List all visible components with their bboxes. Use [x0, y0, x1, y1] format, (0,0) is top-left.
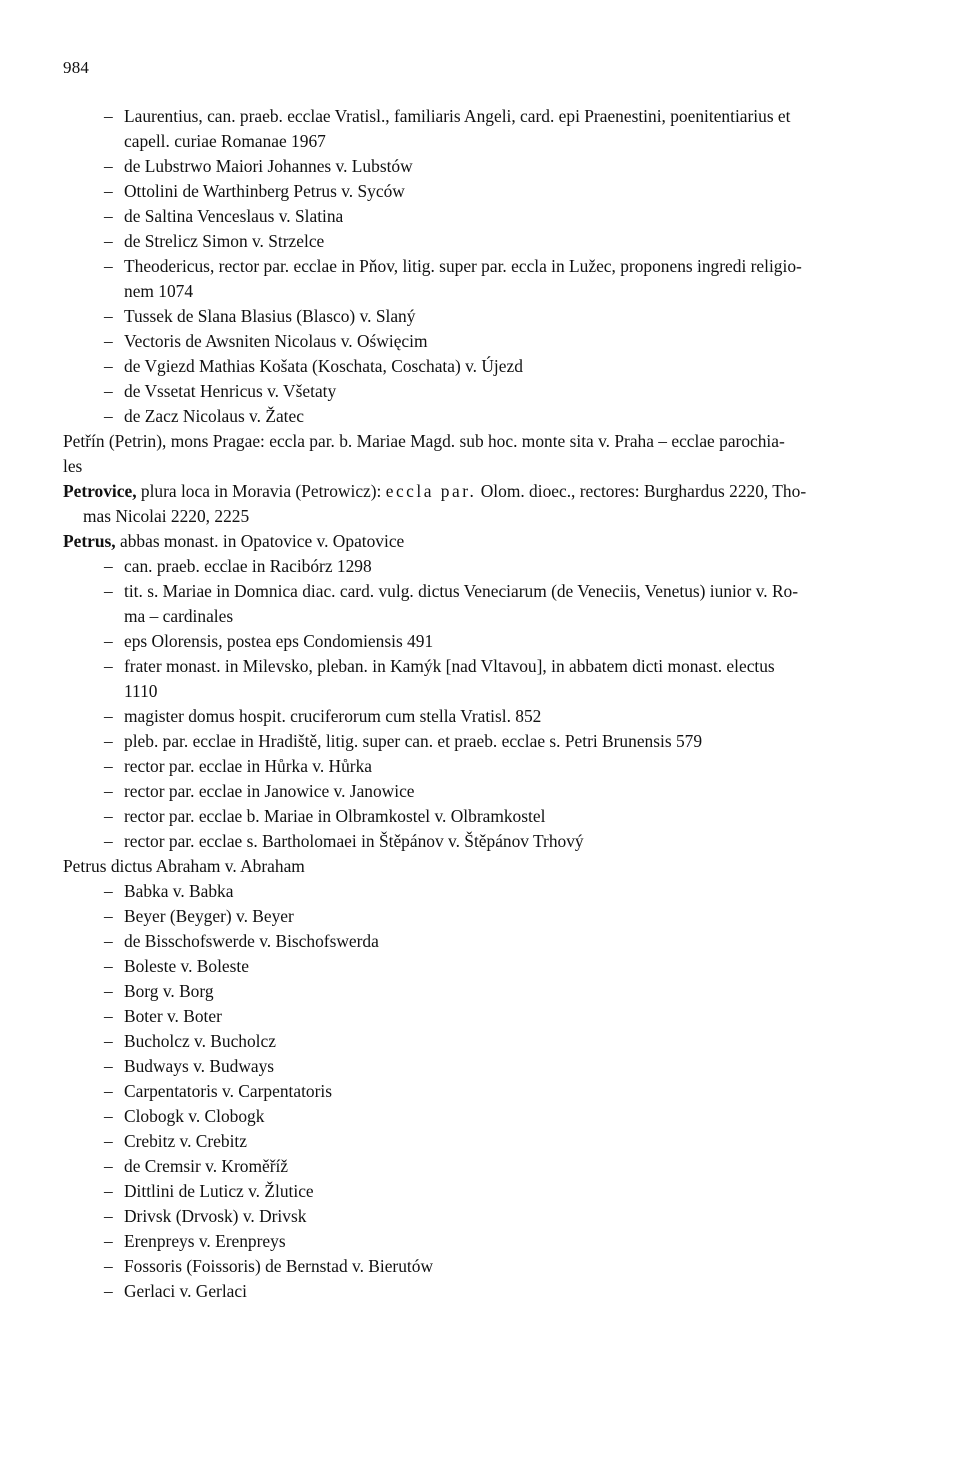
sub-entry-text: de Zacz Nicolaus v. Žatec [124, 406, 304, 426]
sub-entry [63, 1004, 908, 1029]
headword-continuation: les [63, 456, 83, 476]
sub-entry [63, 104, 908, 129]
sub-entry [63, 179, 908, 204]
sub-entry-text: eps Olorensis, postea eps Condomiensis 491 [124, 631, 434, 651]
sub-entry [63, 1154, 908, 1179]
sub-entry [63, 904, 908, 929]
sub-entry [63, 354, 908, 379]
sub-entry-text: Budways v. Budways [124, 1056, 275, 1076]
sub-entry-text: Vectoris de Awsniten Nicolaus v. Oświęcim [124, 331, 428, 351]
sub-entry-text: pleb. par. ecclae in Hradiště, litig. super can. et praeb. ecclae s. Petri Brunensis 579 [124, 731, 703, 751]
sub-entry-text: rector par. ecclae in Janowice v. Janowice [124, 781, 415, 801]
page-number: 984 [63, 58, 90, 77]
headword-tail: Olom. dioec., rectores: Burghardus 2220, Tho- [476, 481, 807, 501]
sub-entry [63, 254, 908, 279]
sub-entry-continuation: ma – cardinales [124, 606, 234, 626]
sub-entry-text: rector par. ecclae s. Bartholomaei in Štěpánov v. Štěpánov Trhový [124, 831, 584, 851]
sub-entry-text: Ottolini de Warthinberg Petrus v. Syców [124, 181, 405, 201]
sub-entry [63, 379, 908, 404]
sub-entry-text: rector par. ecclae b. Mariae in Olbramkostel v. Olbramkostel [124, 806, 546, 826]
headword-text: abbas monast. in Opatovice v. Opatovice [115, 531, 405, 551]
sub-entry [63, 1029, 908, 1054]
headword-text: plura loca in Moravia (Petrowicz): [136, 481, 386, 501]
sub-entry [63, 1179, 908, 1204]
sub-entry-continuation: nem 1074 [124, 281, 194, 301]
sub-entry [63, 579, 908, 604]
spaced-text: eccla par. [385, 481, 477, 501]
sub-entry [63, 204, 908, 229]
sub-entry [63, 1054, 908, 1079]
sub-entry-text: Beyer (Beyger) v. Beyer [124, 906, 294, 926]
sub-entry [63, 1279, 908, 1304]
sub-entry [63, 629, 908, 654]
sub-entry [63, 829, 908, 854]
headword-continuation: mas Nicolai 2220, 2225 [83, 506, 250, 526]
sub-entry-text: rector par. ecclae in Hůrka v. Hůrka [124, 756, 373, 776]
headword-entry [63, 479, 908, 504]
sub-entry-text: de Saltina Venceslaus v. Slatina [124, 206, 344, 226]
sub-entry [63, 779, 908, 804]
sub-entry-text: de Vgiezd Mathias Košata (Koschata, Coschata) v. Újezd [124, 356, 523, 376]
sub-entry-text: tit. s. Mariae in Domnica diac. card. vulg. dictus Veneciarum (de Veneciis, Venetus) iunior v. Ro- [124, 581, 799, 601]
sub-entry [63, 404, 908, 429]
index-entries [63, 104, 908, 1304]
sub-entry-text: Boter v. Boter [124, 1006, 222, 1026]
sub-entry [63, 554, 908, 579]
sub-entry [63, 729, 908, 754]
sub-entry [63, 879, 908, 904]
sub-entry [63, 804, 908, 829]
sub-entry-text: Drivsk (Drvosk) v. Drivsk [124, 1206, 307, 1226]
sub-entry-text: Babka v. Babka [124, 881, 234, 901]
headword: Petrus, [63, 531, 116, 551]
sub-entry [63, 754, 908, 779]
sub-entry-text: Boleste v. Boleste [124, 956, 249, 976]
sub-entry [63, 1254, 908, 1279]
headword-entry [63, 529, 908, 554]
sub-entry [63, 1104, 908, 1129]
sub-entry-text: de Lubstrwo Maiori Johannes v. Lubstów [124, 156, 413, 176]
sub-entry-text: de Strelicz Simon v. Strzelce [124, 231, 325, 251]
headword: Petrovice, [63, 481, 137, 501]
sub-entry-text: Erenpreys v. Erenpreys [124, 1231, 286, 1251]
sub-entry-text: magister domus hospit. cruciferorum cum stella Vratisl. 852 [124, 706, 542, 726]
sub-entry-text: de Vssetat Henricus v. Všetaty [124, 381, 337, 401]
sub-entry-text: Fossoris (Foissoris) de Bernstad v. Bierutów [124, 1256, 433, 1276]
sub-entry-text: Dittlini de Luticz v. Žlutice [124, 1181, 314, 1201]
sub-entry-continuation: 1110 [124, 681, 158, 701]
sub-entry [63, 229, 908, 254]
sub-entry [63, 704, 908, 729]
sub-entry-text: Carpentatoris v. Carpentatoris [124, 1081, 332, 1101]
headword-entry: Petrus dictus Abraham v. Abraham [63, 856, 305, 876]
sub-entry-continuation: capell. curiae Romanae 1967 [124, 131, 326, 151]
sub-entry [63, 1204, 908, 1229]
sub-entry-text: de Bisschofswerde v. Bischofswerda [124, 931, 379, 951]
sub-entry [63, 1079, 908, 1104]
sub-entry-text: Clobogk v. Clobogk [124, 1106, 265, 1126]
sub-entry [63, 304, 908, 329]
sub-entry [63, 654, 908, 679]
sub-entry [63, 954, 908, 979]
headword-entry: Petřín (Petrin), mons Pragae: eccla par. b. Mariae Magd. sub hoc. monte sita v. Praha – ecclae parochia- [63, 431, 785, 451]
sub-entry [63, 329, 908, 354]
sub-entry-text: frater monast. in Milevsko, pleban. in Kamýk [nad Vltavou], in abbatem dicti monast. electus [124, 656, 775, 676]
sub-entry-text: Tussek de Slana Blasius (Blasco) v. Slaný [124, 306, 416, 326]
sub-entry-text: Crebitz v. Crebitz [124, 1131, 247, 1151]
sub-entry-text: can. praeb. ecclae in Racibórz 1298 [124, 556, 372, 576]
sub-entry-text: Bucholcz v. Bucholcz [124, 1031, 276, 1051]
sub-entry-text: Borg v. Borg [124, 981, 214, 1001]
sub-entry-text: Laurentius, can. praeb. ecclae Vratisl., familiaris Angeli, card. epi Praenestini, poenitentiarius et [124, 106, 791, 126]
sub-entry [63, 979, 908, 1004]
sub-entry [63, 154, 908, 179]
sub-entry [63, 1129, 908, 1154]
sub-entry [63, 929, 908, 954]
sub-entry [63, 1229, 908, 1254]
sub-entry-text: de Cremsir v. Kroměříž [124, 1156, 289, 1176]
sub-entry-text: Theodericus, rector par. ecclae in Pňov, litig. super par. eccla in Lužec, proponens ingredi religio- [124, 256, 802, 276]
sub-entry-text: Gerlaci v. Gerlaci [124, 1281, 247, 1301]
